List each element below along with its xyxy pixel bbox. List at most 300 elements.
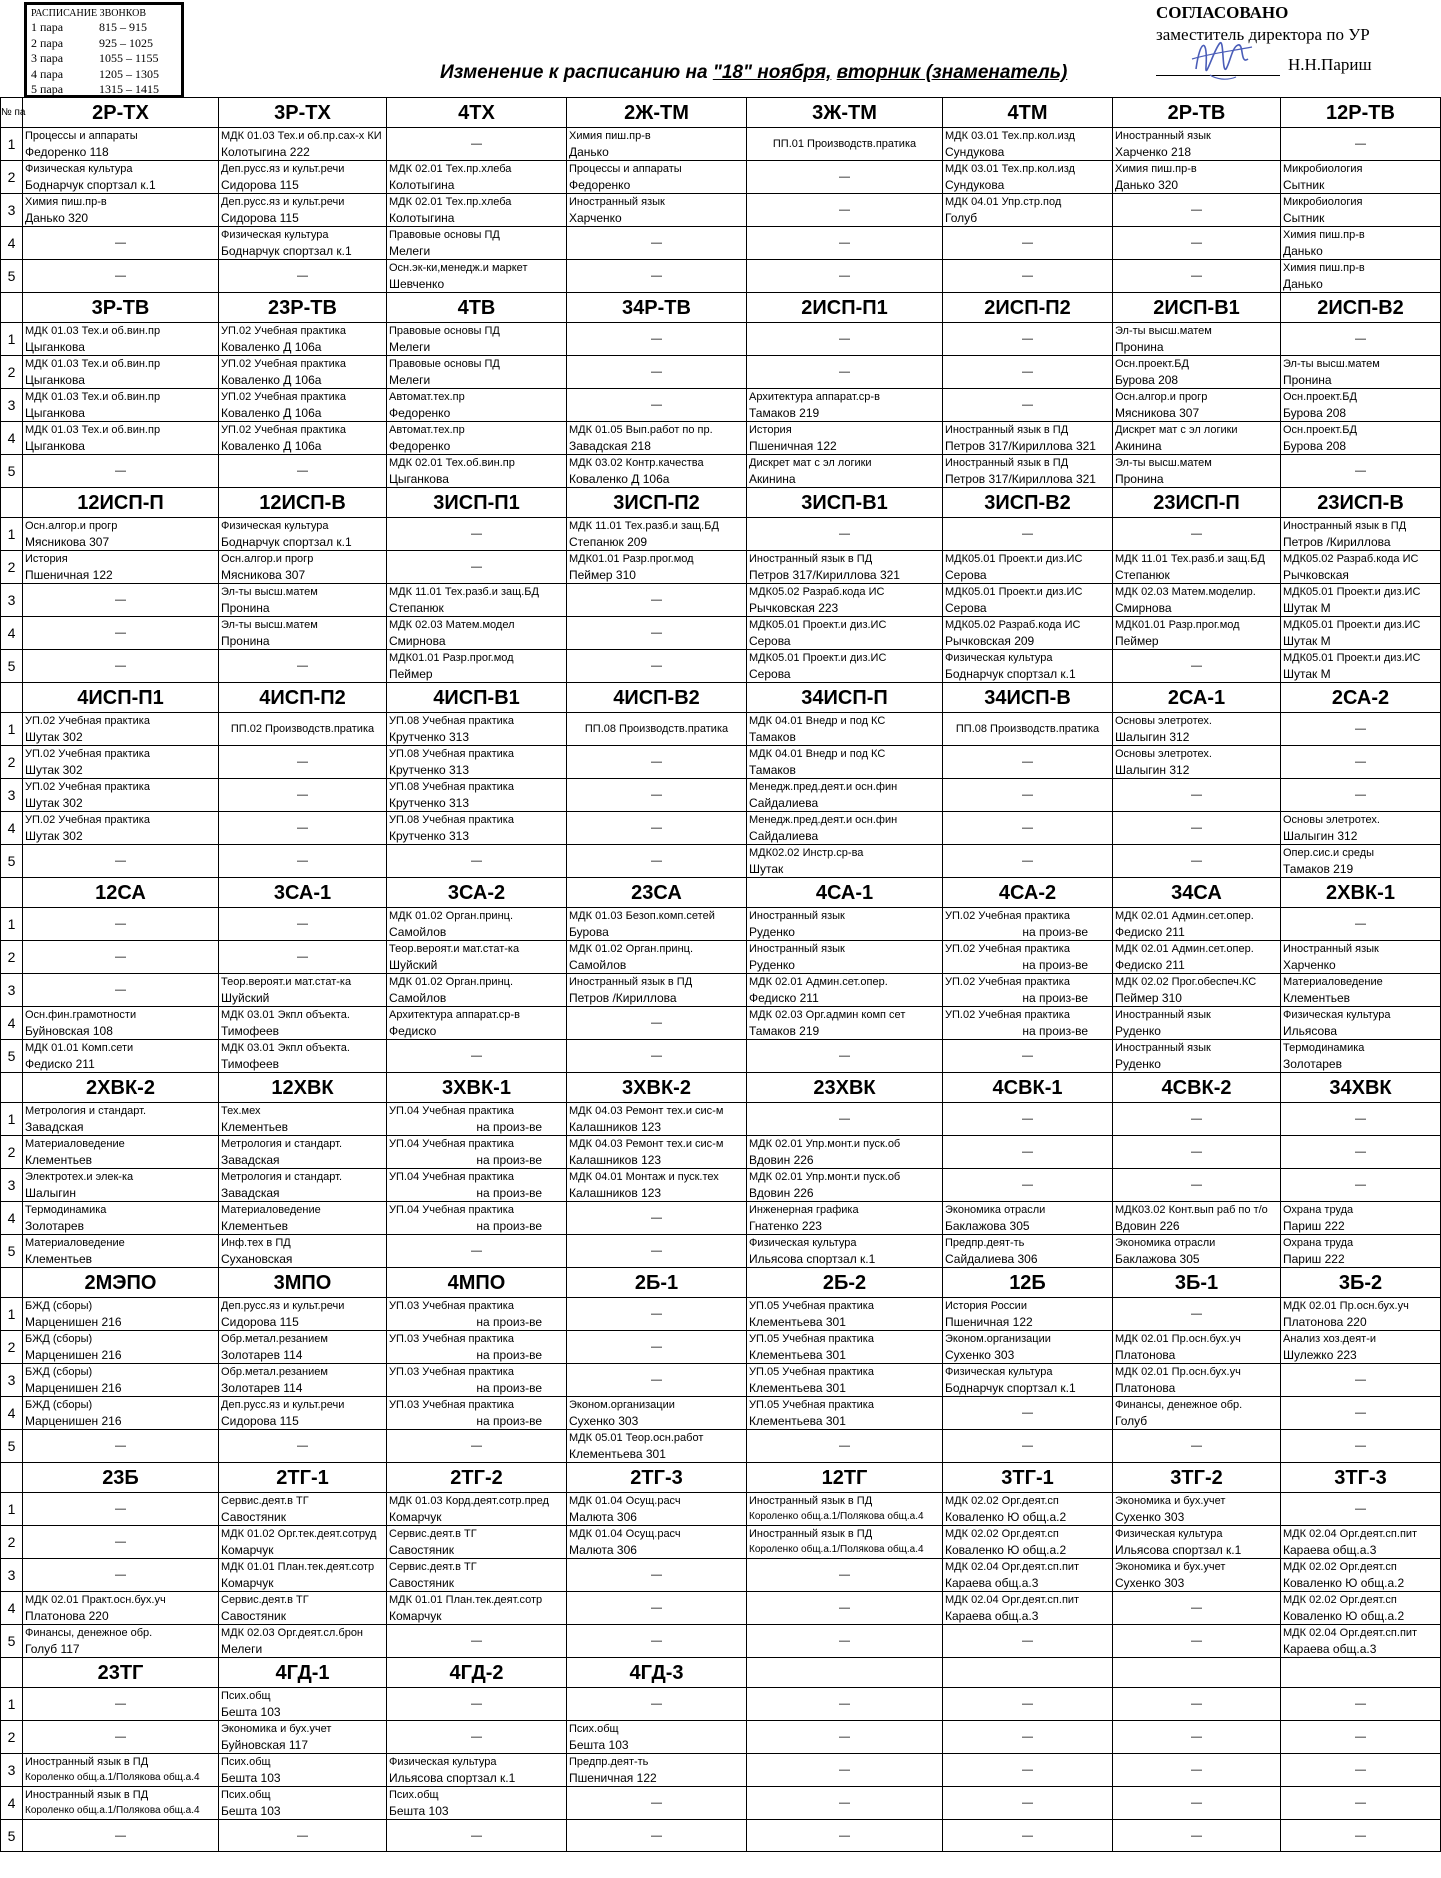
group-name: 3ИСП-П2 — [567, 488, 747, 518]
lesson-cell — [1113, 746, 1281, 779]
subject: БЖД (сборы) — [25, 1366, 93, 1378]
lesson-cell: — — [567, 1007, 747, 1040]
lesson-cell: — — [567, 812, 747, 845]
lesson-cell — [567, 713, 747, 746]
lesson-cell: — — [567, 1688, 747, 1721]
lesson-cell — [943, 941, 1113, 974]
subject: МДК 03.01 Экпл объекта. — [221, 1042, 350, 1054]
lesson-cell — [219, 1688, 387, 1721]
teacher-room: Коваленко Д 106а — [221, 439, 322, 453]
subject: УП.03 Учебная практика — [389, 1399, 514, 1411]
lesson-cell: — — [943, 746, 1113, 779]
lesson-cell — [1113, 1364, 1281, 1397]
bell-time: 1205 – 1305 — [99, 66, 159, 81]
lesson-cell: — — [23, 1820, 219, 1852]
lesson-cell — [1281, 845, 1441, 878]
subject: Псих.общ — [389, 1789, 439, 1801]
lesson-cell: — — [23, 941, 219, 974]
lesson-cell — [1281, 617, 1441, 650]
lesson-cell — [23, 1364, 219, 1397]
lesson-cell: — — [219, 941, 387, 974]
teacher-room: Коваленко Д 106а — [221, 340, 322, 354]
teacher-room: Сытник — [1283, 211, 1325, 225]
teacher-room: Буйновская 117 — [221, 1738, 309, 1752]
group-name: 4ИСП-П2 — [219, 683, 387, 713]
lesson-cell: — — [747, 518, 943, 551]
subject: МДК 04.01 Внедр и под КС — [749, 748, 886, 760]
subject: Экономика отрасли — [945, 1204, 1046, 1216]
subject: УП.02 Учебная практика — [25, 781, 150, 793]
lesson-cell — [943, 908, 1113, 941]
teacher-room: Шутак — [749, 862, 784, 876]
group-name: 2Б-1 — [567, 1268, 747, 1298]
lesson-row — [1, 1397, 1441, 1430]
teacher-room: Короленко общ.а.1/Полякова общ.а.4 — [749, 1544, 924, 1555]
lesson-cell — [567, 455, 747, 488]
group-name: 2ИСП-В1 — [1113, 293, 1281, 323]
subject: Теор.вероят.и мат.стат-ка — [221, 976, 352, 988]
subject: МДК05.01 Проект.и диз.ИС — [1283, 652, 1421, 664]
lesson-cell — [219, 1007, 387, 1040]
lesson-cell: — — [943, 1040, 1113, 1073]
lesson-cell: — — [1281, 908, 1441, 941]
lesson-cell — [1281, 1040, 1441, 1073]
teacher-room: Сундукова — [945, 178, 1005, 192]
lesson-cell — [567, 551, 747, 584]
teacher-room: Савостяник — [221, 1609, 286, 1623]
teacher-room: Крутченко 313 — [389, 796, 469, 810]
lesson-cell — [943, 1202, 1113, 1235]
subject: Эл-ты высш.матем — [1283, 358, 1380, 370]
subject: УП.08 Учебная практика — [389, 715, 514, 727]
schedule-table — [0, 97, 1441, 1852]
group-name: 12Р-ТВ — [1281, 98, 1441, 128]
group-header-row — [1, 1463, 1441, 1493]
group-name: 12ИСП-В — [219, 488, 387, 518]
subject: Охрана труда — [1283, 1237, 1354, 1249]
group-name: 12ТГ — [747, 1463, 943, 1493]
lesson-cell: — — [387, 1235, 567, 1268]
lesson-row — [1, 1364, 1441, 1397]
lesson-cell: — — [943, 1136, 1113, 1169]
teacher-room: Караева общ.а.3 — [1283, 1543, 1377, 1557]
subject: МДК 02.01 Тех.пр.хлеба — [389, 196, 512, 208]
subject: МДК 11.01 Тех.разб.и защ.БД — [1115, 553, 1265, 565]
subject: Физическая культура — [945, 1366, 1053, 1378]
subject: УП.03 Учебная практика — [389, 1300, 514, 1312]
subject: УП.04 Учебная практика — [389, 1105, 514, 1117]
teacher-room: Данько 320 — [25, 211, 89, 225]
teacher-room: Федоренко — [389, 406, 451, 420]
group-name: 2ИСП-В2 — [1281, 293, 1441, 323]
lesson-cell — [23, 1202, 219, 1235]
teacher-room: Калашников 123 — [569, 1153, 662, 1167]
teacher-room: Пронина — [221, 601, 270, 615]
subject: МДК 02.03 Орг.админ комп сет — [749, 1009, 906, 1021]
lesson-cell — [387, 1397, 567, 1430]
lesson-cell: — — [1281, 1754, 1441, 1787]
group-name: 3СА-2 — [387, 878, 567, 908]
lesson-cell — [747, 389, 943, 422]
lesson-cell: — — [1113, 260, 1281, 293]
subject: МДК 01.03 Тех.и об.вин.пр — [25, 358, 161, 370]
teacher-room: Голуб 117 — [25, 1642, 80, 1656]
teacher-room: Марценишен 216 — [25, 1348, 122, 1362]
lesson-cell: — — [567, 1559, 747, 1592]
group-name: 2ТГ-3 — [567, 1463, 747, 1493]
group-name: 2ХВК-2 — [23, 1073, 219, 1103]
lesson-cell: — — [1113, 518, 1281, 551]
lesson-cell — [387, 779, 567, 812]
subject: УП.02 Учебная практика — [945, 1009, 1070, 1021]
teacher-room: Федиско 211 — [749, 991, 819, 1005]
lesson-cell — [23, 1007, 219, 1040]
subject: МДК 03.01 Тех.пр.кол.изд — [945, 130, 1075, 142]
subject: МДК 02.01 Пр.осн.бух.уч — [1115, 1366, 1241, 1378]
lesson-cell: — — [943, 845, 1113, 878]
group-name: 23Б — [23, 1463, 219, 1493]
lesson-row — [1, 128, 1441, 161]
teacher-room: Шутак 302 — [25, 796, 83, 810]
lesson-row — [1, 551, 1441, 584]
teacher-room: Харченко 218 — [1115, 145, 1192, 159]
subject: МДК 01.03 Корд.деят.сотр.пред — [389, 1495, 549, 1507]
teacher-room: Мясникова 307 — [25, 535, 110, 549]
subject: МДК 01.01 Комп.сети — [25, 1042, 134, 1054]
teacher-room: Самойлов — [389, 991, 447, 1005]
teacher-room: Бурова 208 — [1283, 439, 1347, 453]
approval-name: Н.Н.Париш — [1288, 55, 1372, 74]
lesson-cell — [387, 974, 567, 1007]
subject: Финансы, денежное обр. — [25, 1627, 153, 1639]
lesson-cell — [23, 194, 219, 227]
teacher-room: Колотыгина — [389, 211, 455, 225]
lesson-cell — [1113, 584, 1281, 617]
lesson-cell — [219, 227, 387, 260]
teacher-room: Боднарчук спортзал к.1 — [945, 667, 1076, 681]
lesson-cell: — — [23, 1559, 219, 1592]
bell-schedule — [24, 2, 184, 98]
subject: Псих.общ — [221, 1789, 271, 1801]
pair-number-header — [1, 1658, 23, 1688]
subject: Иностранный язык в ПД — [25, 1789, 149, 1801]
lesson-cell — [1281, 1625, 1441, 1658]
subject: Физическая культура — [945, 652, 1053, 664]
lesson-cell — [1281, 1298, 1441, 1331]
group-name: 4ИСП-В1 — [387, 683, 567, 713]
lesson-cell — [747, 1364, 943, 1397]
lesson-cell — [219, 713, 387, 746]
subject: История России — [945, 1300, 1027, 1312]
lesson-cell — [219, 323, 387, 356]
teacher-room: Тимофеев — [221, 1024, 280, 1038]
lesson-cell: — — [747, 1559, 943, 1592]
teacher-room: Тамаков 219 — [749, 1024, 820, 1038]
teacher-room: Коваленко Ю общ.а.2 — [945, 1510, 1067, 1524]
lesson-cell — [567, 1136, 747, 1169]
subject: Дискрет мат с эл логики — [1115, 424, 1238, 436]
lesson-row — [1, 584, 1441, 617]
teacher-room: Шалыгин 312 — [1115, 730, 1190, 744]
teacher-room: Цыганкова — [25, 340, 85, 354]
teacher-room: Бешта 103 — [389, 1804, 449, 1818]
subject: Эл-ты высш.матем — [1115, 457, 1212, 469]
teacher-room: Завадская 218 — [569, 439, 651, 453]
group-name: 3ТГ-2 — [1113, 1463, 1281, 1493]
group-name: 3ТГ-3 — [1281, 1463, 1441, 1493]
lesson-cell: — — [1281, 1820, 1441, 1852]
page-title — [440, 62, 1067, 84]
lesson-cell — [219, 617, 387, 650]
group-name: 3ТГ-1 — [943, 1463, 1113, 1493]
subject: МДК 02.01 Тех.об.вин.пр — [389, 457, 515, 469]
lesson-cell — [1281, 1235, 1441, 1268]
lesson-cell — [219, 194, 387, 227]
teacher-room: Бурова 208 — [1115, 373, 1179, 387]
teacher-room: Клементьева 301 — [749, 1414, 846, 1428]
lesson-cell — [219, 1364, 387, 1397]
lesson-cell: — — [1281, 128, 1441, 161]
teacher-room: Комарчук — [221, 1576, 274, 1590]
teacher-room: Клементьева 301 — [749, 1381, 846, 1395]
lesson-cell — [387, 1754, 567, 1787]
subject: Сервис.деят.в ТГ — [389, 1528, 477, 1540]
lesson-cell — [23, 161, 219, 194]
lesson-cell: — — [747, 1040, 943, 1073]
teacher-room: Мелеги — [389, 244, 431, 258]
subject: МДК05.02 Разраб.кода ИС — [945, 619, 1081, 631]
group-name: 4СВК-2 — [1113, 1073, 1281, 1103]
subject: Теор.вероят.и мат.стат-ка — [389, 943, 520, 955]
teacher-room: Данько — [569, 145, 609, 159]
lesson-cell — [747, 584, 943, 617]
subject: УП.08 Учебная практика — [389, 781, 514, 793]
subject: МДК01.01 Разр.прог.мод — [1115, 619, 1240, 631]
lesson-cell — [219, 518, 387, 551]
lesson-cell: — — [23, 974, 219, 1007]
teacher-room: на произ-ве — [1022, 925, 1088, 939]
lesson-cell: — — [1113, 227, 1281, 260]
lesson-cell: — — [1113, 779, 1281, 812]
teacher-room: Коваленко Д 106а — [221, 406, 322, 420]
teacher-room: Руденко — [1115, 1024, 1161, 1038]
lesson-cell — [219, 1787, 387, 1820]
lesson-cell: — — [23, 908, 219, 941]
lesson-cell — [943, 1331, 1113, 1364]
subject: Иностранный язык в ПД — [1283, 520, 1407, 532]
subject: Деп.русс.яз и культ.речи — [221, 196, 345, 208]
lesson-cell — [567, 1754, 747, 1787]
subject: МДК 04.01 Упр.стр.под — [945, 196, 1062, 208]
subject: Деп.русс.яз и культ.речи — [221, 163, 345, 175]
subject: Эл-ты высш.матем — [221, 586, 318, 598]
lesson-cell: — — [23, 455, 219, 488]
lesson-cell: — — [567, 356, 747, 389]
lesson-cell: — — [219, 650, 387, 683]
subject: МДК05.01 Проект.и диз.ИС — [749, 619, 887, 631]
pair-number: 3 — [1, 1364, 23, 1397]
teacher-room: Коваленко Д 106а — [569, 472, 670, 486]
subject: МДК 02.04 Орг.деят.сп.пит — [1283, 1627, 1418, 1639]
subject: Осн.проект.БД — [1283, 424, 1357, 436]
group-name: 4ТХ — [387, 98, 567, 128]
subject: МДК 02.02 Орг.деят.сп — [1283, 1561, 1397, 1573]
subject: УП.04 Учебная практика — [389, 1204, 514, 1216]
subject: Опер.сис.и среды — [1283, 847, 1375, 859]
subject: Псих.общ — [221, 1690, 271, 1702]
lesson-cell: — — [943, 1721, 1113, 1754]
subject: Метрология и стандарт. — [25, 1105, 146, 1117]
lesson-cell — [943, 584, 1113, 617]
lesson-cell — [387, 323, 567, 356]
teacher-room: Сайдалиева 306 — [945, 1252, 1038, 1266]
group-name: 12СА — [23, 878, 219, 908]
pair-number: 4 — [1, 617, 23, 650]
lesson-cell — [387, 1559, 567, 1592]
lesson-cell: — — [943, 1820, 1113, 1852]
lesson-row — [1, 1493, 1441, 1526]
teacher-room: Бурова — [569, 925, 609, 939]
lesson-cell — [23, 1625, 219, 1658]
subject: Эконом.организации — [569, 1399, 675, 1411]
subject: Экономика отрасли — [1115, 1237, 1216, 1249]
teacher-room: Клементьев — [221, 1120, 289, 1134]
lesson-cell: — — [1113, 1298, 1281, 1331]
bell-row — [31, 20, 177, 36]
lesson-cell — [567, 1493, 747, 1526]
lesson-cell — [387, 227, 567, 260]
lesson-cell: — — [567, 746, 747, 779]
lesson-cell — [1113, 1559, 1281, 1592]
subject: МДК 01.01 План.тек.деят.сотр — [221, 1561, 375, 1573]
lesson-cell — [1281, 812, 1441, 845]
group-name: 3ИСП-В1 — [747, 488, 943, 518]
approval-title: СОГЛАСОВАНО — [1156, 3, 1289, 22]
teacher-room: Тамаков — [749, 763, 796, 777]
teacher-room: Платонова 220 — [1283, 1315, 1367, 1329]
lesson-cell — [387, 1298, 567, 1331]
lesson-cell — [943, 650, 1113, 683]
lesson-cell — [1113, 1202, 1281, 1235]
lesson-cell: — — [1113, 812, 1281, 845]
teacher-room: Серова — [749, 667, 791, 681]
subject: УП.02 Учебная практика — [221, 424, 346, 436]
subject: УП.05 Учебная практика — [749, 1333, 874, 1345]
lesson-cell — [387, 1787, 567, 1820]
teacher-room: Бурова 208 — [1283, 406, 1347, 420]
pair-number: 5 — [1, 1235, 23, 1268]
bell-pair: 3 пара — [31, 51, 64, 65]
teacher-room: Рычковская — [1283, 568, 1349, 582]
teacher-room: Комарчук — [389, 1609, 442, 1623]
lesson-cell — [1281, 389, 1441, 422]
lesson-row — [1, 1754, 1441, 1787]
subject: Деп.русс.яз и культ.речи — [221, 1300, 345, 1312]
group-name: 34СА — [1113, 878, 1281, 908]
lesson-cell — [219, 1721, 387, 1754]
teacher-room: Сидорова 115 — [221, 1414, 299, 1428]
lesson-row — [1, 1136, 1441, 1169]
teacher-room: Федиско 211 — [1115, 958, 1185, 972]
lesson-cell — [23, 1397, 219, 1430]
lesson-cell: — — [747, 1787, 943, 1820]
approval-block — [1156, 2, 1440, 76]
teacher-room: Вдовин 226 — [749, 1153, 814, 1167]
teacher-room: Завадская — [221, 1153, 280, 1167]
teacher-room: Смирнова — [1115, 601, 1172, 615]
teacher-room: Клементьева 301 — [569, 1447, 666, 1461]
group-name: 3ХВК-1 — [387, 1073, 567, 1103]
lesson-cell: — — [1281, 746, 1441, 779]
lesson-cell — [219, 1298, 387, 1331]
subject: МДК 05.01 Теор.осн.работ — [569, 1432, 704, 1444]
lesson-cell: — — [747, 323, 943, 356]
teacher-room: Руденко — [749, 925, 795, 939]
teacher-room: Данько — [1283, 244, 1323, 258]
lesson-cell — [387, 161, 567, 194]
lesson-cell: — — [943, 1397, 1113, 1430]
lesson-cell — [747, 1493, 943, 1526]
teacher-room: Ильясова — [1283, 1024, 1338, 1038]
subject: Физическая культура — [389, 1756, 497, 1768]
pair-number: 2 — [1, 1331, 23, 1364]
lesson-cell — [1113, 323, 1281, 356]
lesson-cell — [943, 974, 1113, 1007]
lesson-cell — [747, 551, 943, 584]
lesson-cell — [747, 1526, 943, 1559]
teacher-room: Комарчук — [221, 1543, 274, 1557]
lesson-cell — [1113, 128, 1281, 161]
group-name — [1113, 1658, 1281, 1688]
teacher-room: Короленко общ.а.1/Полякова общ.а.4 — [25, 1772, 200, 1783]
subject: МДК 01.03 Тех.и об.вин.пр — [25, 325, 161, 337]
bell-time: 1315 – 1415 — [99, 82, 159, 96]
pair-number: 1 — [1, 1688, 23, 1721]
teacher-room: Сайдалиева — [749, 829, 819, 843]
group-name: 4ИСП-В2 — [567, 683, 747, 713]
lesson-cell: — — [219, 746, 387, 779]
subject: Иностранный язык — [1115, 1009, 1211, 1021]
teacher-room: Пронина — [1283, 373, 1332, 387]
group-name: 12ХВК — [219, 1073, 387, 1103]
lesson-cell — [219, 1526, 387, 1559]
lesson-cell — [1281, 194, 1441, 227]
subject: МДК 01.01 План.тек.деят.сотр — [389, 1594, 543, 1606]
subject: Сервис.деят.в ТГ — [221, 1594, 309, 1606]
lesson-cell: — — [943, 260, 1113, 293]
lesson-row — [1, 746, 1441, 779]
pair-number-header — [1, 1463, 23, 1493]
group-name: 3ИСП-П1 — [387, 488, 567, 518]
lesson-cell: — — [23, 1688, 219, 1721]
subject: УП.02 Учебная практика — [945, 943, 1070, 955]
lesson-cell: — — [567, 584, 747, 617]
lesson-cell: — — [1281, 713, 1441, 746]
lesson-cell: — — [567, 1040, 747, 1073]
lesson-cell: — — [387, 551, 567, 584]
pair-number: 1 — [1, 1103, 23, 1136]
group-name — [747, 1658, 943, 1688]
lesson-cell — [387, 1103, 567, 1136]
lesson-cell: — — [567, 650, 747, 683]
group-name: 4СВК-1 — [943, 1073, 1113, 1103]
teacher-room: Сайдалиева — [749, 796, 819, 810]
lesson-cell — [387, 650, 567, 683]
lesson-cell: — — [567, 260, 747, 293]
lesson-cell: — — [567, 1235, 747, 1268]
subject: УП.02 Учебная практика — [25, 715, 150, 727]
subject: Экономика и бух.учет — [1115, 1561, 1226, 1573]
